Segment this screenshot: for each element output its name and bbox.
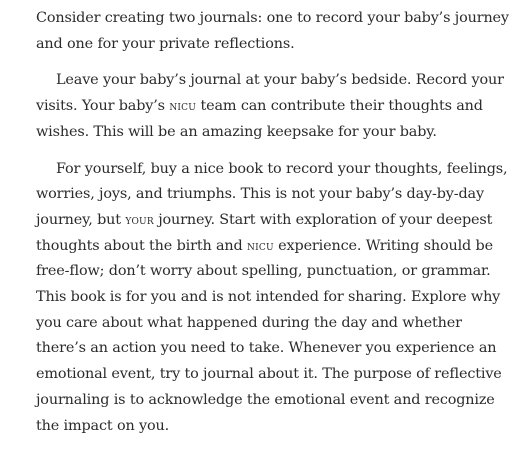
paragraph-baby-journal (36, 68, 516, 145)
baby-journal-text-2: team can contribute their thoughts and wishes. This will be an amazing keepsake for your baby. (36, 98, 483, 140)
nicu-term: nicu (169, 99, 197, 115)
nicu-term: nicu (247, 238, 274, 254)
personal-journal-text-2: journey. Start with exploration of your deepest thoughts about the birth and (36, 211, 493, 254)
your-emphasis: your (125, 212, 154, 228)
paragraph-personal-journal (36, 157, 516, 440)
personal-journal-text-1: For yourself, buy a nice book to record your thoughts, feelings, worries, joys, and triumphs. This is not your baby’s day-by-day journey, but (36, 160, 508, 228)
paragraph-intro (36, 6, 516, 57)
baby-journal-text-1: Leave your baby’s journal at your baby’s bedside. Record your visits. Your baby’s (36, 72, 504, 115)
document-page (36, 6, 516, 450)
intro-text: Consider creating two journals: one to record your baby’s journey and one for your private reflections. (36, 10, 509, 52)
personal-journal-text-3: experience. Writing should be free-flow; don’t worry about spelling, punctuation, or grammar. This book is for you and is not intended for sharing. Explore why you care about what happened during the day and whether there’s an action you need to take. Whenever you experience an emotional event, try to journal about it. The purpose of reflective journaling is to acknowledge the emotional event and recognize the impact on you. (36, 237, 502, 434)
